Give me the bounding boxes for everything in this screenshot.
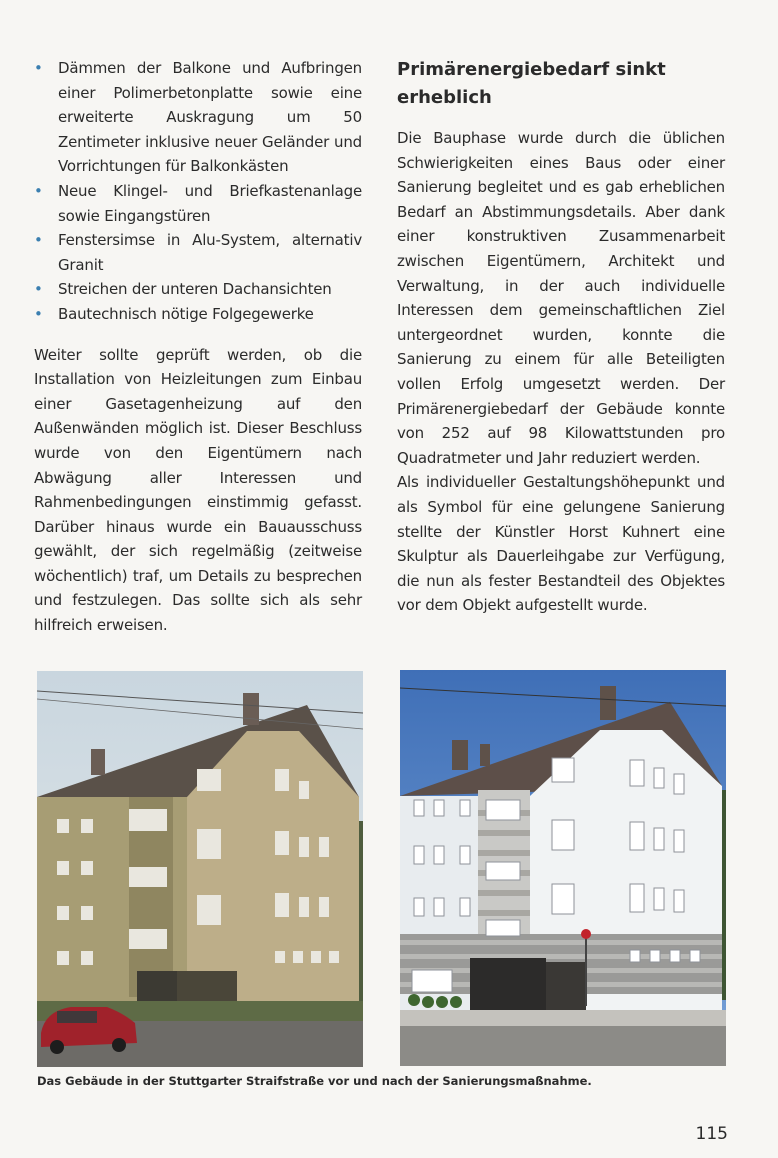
right-column bbox=[397, 56, 725, 618]
figure-caption: Das Gebäude in der Stuttgarter Straifstraße vor und nach der Sanierungsmaßnahme. bbox=[37, 1074, 592, 1088]
list-item: • Neue Klingel- und Briefkastenanlage sowie Eingangstüren bbox=[34, 179, 362, 228]
bullet-icon: • bbox=[34, 181, 43, 200]
bullet-icon: • bbox=[34, 304, 43, 323]
section-heading: Primärenergiebedarf sinkt erheblich bbox=[397, 59, 666, 108]
list-item: • Streichen der unteren Dachansichten bbox=[34, 277, 362, 302]
bullet-icon: • bbox=[34, 280, 43, 299]
list-item: • Fenstersimse in Alu-System, alternativ Granit bbox=[34, 228, 362, 277]
list-item: • Dämmen der Balkone und Aufbringen einer Polimerbetonplatte sowie eine erweiterte Auskragung um 50 Zentimeter inklusive neuer Geländer und Vorrichtungen für Balkonkästen bbox=[34, 56, 362, 179]
photo-building-before bbox=[37, 671, 363, 1067]
body-paragraph: Weiter sollte geprüft werden, ob die Installation von Heizleitungen zum Einbau einer Gasetagenheizung auf den Außenwänden möglich ist. Dieser Beschluss wurde von den Eigentümern nach Abwägung aller Interessen und Rahmenbedingungen einstimmig gefasst. Darüber hinaus wurde ein Bauausschuss gewählt, der sich regelmäßig (zeitweise wöchentlich) traf, um Details zu besprechen und festzulegen. Das sollte sich als sehr hilfreich erweisen. bbox=[34, 345, 362, 635]
bullet-list bbox=[34, 56, 362, 327]
body-paragraph: Als individueller Gestaltungshöhepunkt und als Symbol für eine gelungene Sanierung stellte der Künstler Horst Kuhnert eine Skulptur als Dauerleihgabe zur Verfügung, die nun als fester Bestandteil des Objektes vor dem Objekt aufgestellt wurde. bbox=[397, 473, 725, 615]
bullet-icon: • bbox=[34, 231, 43, 250]
bullet-icon: • bbox=[34, 59, 43, 77]
page-number: 115 bbox=[695, 1124, 728, 1144]
list-item: • Bautechnisch nötige Folgegewerke bbox=[34, 302, 362, 327]
body-paragraph: Die Bauphase wurde durch die üblichen Schwierigkeiten eines Baus oder einer Sanierung begleitet und es gab erheblichen Bedarf an Abstimmungsdetails. Aber dank einer konstruktiven Zusammenarbeit zwischen Eigentümern, Architekt und Verwaltung, in der auch individuelle Interessen dem gemeinschaftlichen Ziel untergeordnet wurden, konnte die Sanierung zu einem für alle Beteiligten vollen Erfolg umgesetzt werden. Der Primärenergiebedarf der Gebäude konnte von 252 auf 98 Kilowattstunden pro Quadratmeter und Jahr reduziert werden. bbox=[397, 129, 725, 467]
left-column bbox=[34, 56, 362, 638]
photo-building-after bbox=[400, 670, 726, 1066]
